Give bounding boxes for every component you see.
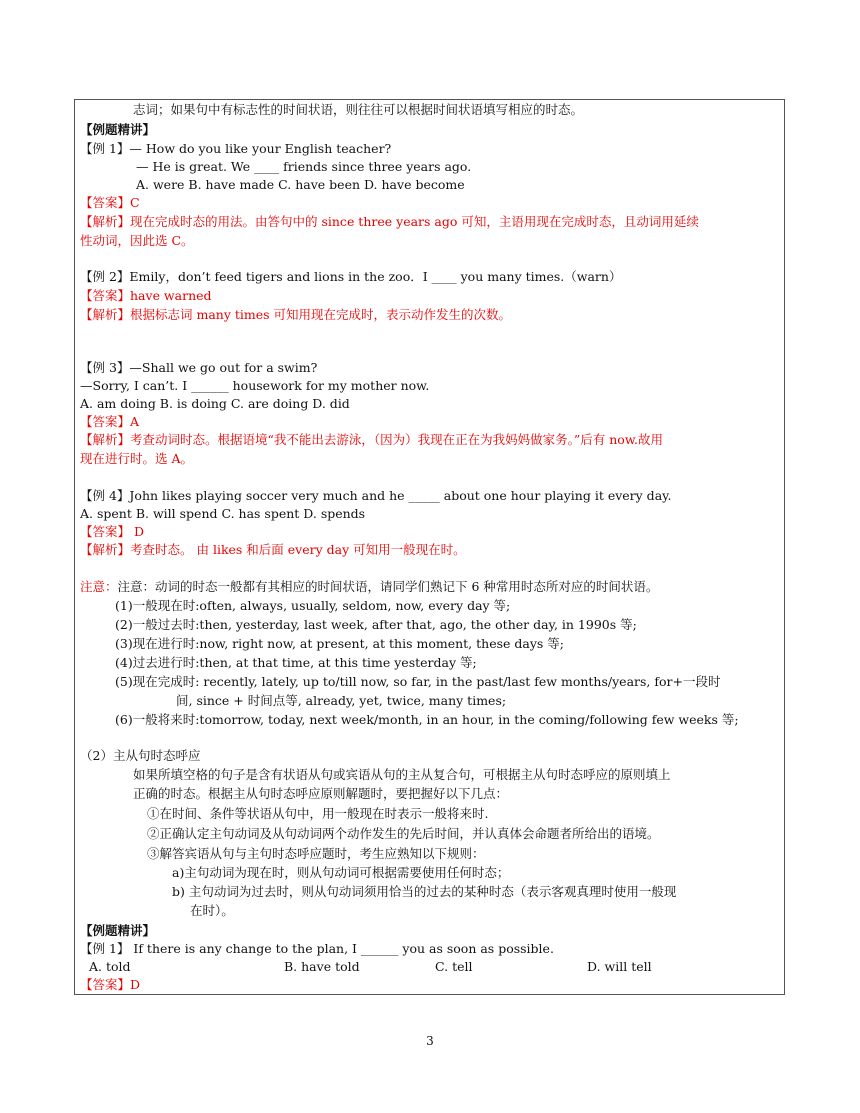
example-1-answer: 【答案】C: [80, 195, 140, 210]
example-3-analysis: 【解析】考查动词时态。根据语境“我不能出去游泳，（因为）我现在正在为我妈妈做家务。”后有 now.故用: [80, 432, 664, 447]
page-number: 3: [426, 1034, 434, 1048]
example-5-option-d: D. will tell: [587, 959, 652, 974]
example-4-options: A. spent B. will spend C. has spent D. spends: [80, 506, 366, 521]
example-3-analysis-cont: 现在进行时。选 A。: [80, 451, 194, 466]
example-3-options: A. am doing B. is doing C. are doing D. did: [80, 396, 350, 411]
example-4-answer: 【答案】 D: [80, 524, 144, 539]
subsection-text-cont: 正确的时态。根据主从句时态呼应原则解题时，要把握好以下几点：: [133, 786, 509, 801]
example-3-question: 【例 3】—Shall we go out for a swim?: [80, 360, 318, 375]
tense-item-4: (4)过去进行时:then, at that time, at this time yesterday 等;: [115, 655, 477, 670]
example-4-question: 【例 4】John likes playing soccer very much and he _____ about one hour playing it every day.: [80, 488, 672, 503]
note-line: [80, 578, 658, 596]
example-4-analysis: 【解析】考查时态。 由 likes 和后面 every day 可知用一般现在时。: [80, 542, 466, 557]
intro-line: 志词；如果句中有标志性的时间状语，则往往可以根据时间状语填写相应的时态。: [133, 102, 584, 117]
tense-item-3: (3)现在进行时:now, right now, at present, at this moment, these days 等;: [115, 636, 565, 651]
subsection-text: 如果所填空格的句子是含有状语从句或宾语从句的主从复合句，可根据主从句时态呼应的原则填上: [133, 767, 671, 782]
section-heading-2: 【例题精讲】: [80, 923, 156, 938]
note-text: 注意：动词的时态一般都有其相应的时间状语，请同学们熟记下 6 种常用时态所对应的时间状语。: [117, 579, 659, 594]
example-3-answer: 【答案】A: [80, 414, 140, 429]
example-1-analysis: 【解析】现在完成时态的用法。由答句中的 since three years ago 可知，主语用现在完成时态，且动词用延续: [80, 214, 699, 229]
subsection-heading: （2）主从句时态呼应: [80, 748, 201, 763]
example-2-answer: 【答案】have warned: [80, 288, 212, 303]
example-1-question: 【例 1】— How do you like your English teacher?: [80, 141, 392, 156]
example-1-options: A. were B. have made C. have been D. have become: [136, 177, 465, 192]
point-3: ③解答宾语从句与主句时态呼应题时，考生应熟知以下规则：: [147, 846, 485, 861]
example-1-analysis-cont: 性动词，因此选 C。: [80, 233, 194, 248]
rule-b-cont: 在时）。: [190, 903, 234, 918]
example-1-reply: — He is great. We ____ friends since three years ago.: [136, 159, 472, 174]
point-2: ②正确认定主句动词及从句动词两个动作发生的先后时间，并认真体会命题者所给出的语境。: [147, 826, 660, 841]
tense-item-1: (1)一般现在时:often, always, usually, seldom, now, every day 等;: [115, 598, 511, 613]
example-5-option-b: B. have told: [284, 959, 360, 974]
tense-item-5-cont: 间, since + 时间点等, already, yet, twice, many times;: [176, 693, 507, 708]
example-5-answer: 【答案】D: [80, 977, 141, 992]
rule-b: b) 主句动词为过去时，则从句动词须用恰当的过去的某种时态（表示客观真理时使用一般现: [172, 884, 677, 899]
section-heading: 【例题精讲】: [80, 122, 156, 137]
point-1: ①在时间、条件等状语从句中，用一般现在时表示一般将来时.: [147, 806, 489, 821]
example-2-analysis: 【解析】根据标志词 many times 可知用现在完成时，表示动作发生的次数。: [80, 307, 512, 322]
example-5-option-c: C. tell: [435, 959, 473, 974]
example-2-question: 【例 2】Emily，don’t feed tigers and lions in the zoo．I ____ you many times.（warn）: [80, 269, 622, 284]
note-label: 注意：: [80, 579, 118, 594]
tense-item-2: (2)一般过去时:then, yesterday, last week, after that, ago, the other day, in 1990s 等;: [115, 617, 637, 632]
tense-item-6: (6)一般将来时:tomorrow, today, next week/month, in an hour, in the coming/following few weeks 等;: [115, 712, 739, 727]
example-5-question: 【例 1】 If there is any change to the plan, I ______ you as soon as possible.: [80, 941, 554, 956]
example-3-reply: —Sorry, I can’t. I ______ housework for my mother now.: [80, 378, 430, 393]
tense-item-5: (5)现在完成时: recently, lately, up to/till now, so far, in the past/last few months/years, for+一段时: [115, 674, 721, 689]
rule-a: a)主句动词为现在时，则从句动词可根据需要使用任何时态；: [172, 865, 510, 880]
example-5-option-a: A. told: [89, 959, 131, 974]
